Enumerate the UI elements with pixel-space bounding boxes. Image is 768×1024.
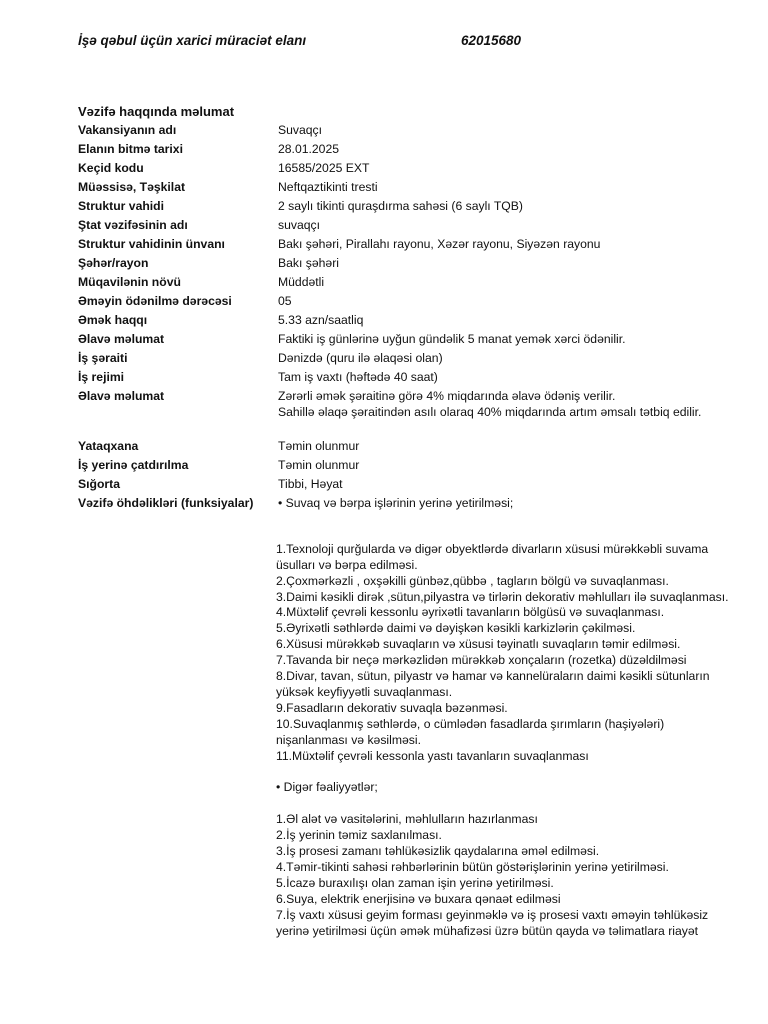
duty-item: 2.Çoxmərkəzli , oxşəkilli günbəz,qübbə , tagların bölgü və suvaqlanması. xyxy=(276,573,669,588)
field-value: Faktiki iş günlərinə uyğun gündəlik 5 manat yemək xərci ödənilir. xyxy=(278,331,626,346)
field-label: Vəzifə öhdəlikləri (funksiyalar) xyxy=(78,496,254,511)
spacer xyxy=(276,764,738,780)
duty-item: 10.Suvaqlanmış səthlərdə, o cümlədən fasadlarda şırımların (haşiyələri) nişanlanması və kəsilməsi. xyxy=(276,716,665,747)
field-value: Dənizdə (quru ilə əlaqəsi olan) xyxy=(278,350,443,365)
field-label: Struktur vahidi xyxy=(78,198,165,213)
field-label: Keçid kodu xyxy=(78,160,144,175)
field-value: 5.33 azn/saatliq xyxy=(278,312,364,327)
spacer xyxy=(276,796,738,812)
field-value: Zərərli əmək şəraitinə görə 4% miqdarında əlavə ödəniş verilir. Sahillə əlaqə şəraitindən asılı olaraq 40% miqdarında artım əmsalı tətbiq edilir. xyxy=(278,388,702,420)
field-value: Təmin olunmur xyxy=(278,439,360,454)
field-label: İş şəraiti xyxy=(78,350,128,365)
duty-item: 1.Texnoloji qurğularda və digər obyektlərdə divarların xüsusi mürəkkəbli suvama üsulları və bərpa edilməsi. xyxy=(276,541,709,572)
field-row xyxy=(78,160,738,176)
duty-item: 3.İş prosesi zamanı təhlükəsizlik qaydalarına əməl edilməsi. xyxy=(276,843,600,858)
duty-item: 5.İcazə buraxılışı olan zaman işin yerinə yetirilməsi. xyxy=(276,875,554,890)
field-row xyxy=(78,179,738,195)
field-value: Bakı şəhəri, Pirallahı rayonu, Xəzər rayonu, Siyəzən rayonu xyxy=(278,236,601,251)
field-label: Əlavə məlumat xyxy=(78,388,165,403)
spacer xyxy=(276,510,738,526)
field-value: 2 saylı tikinti quraşdırma sahəsi (6 saylı TQB) xyxy=(278,198,523,213)
field-value: Müddətli xyxy=(278,274,325,289)
field-row xyxy=(78,331,738,347)
field-label: Əlavə məlumat xyxy=(78,331,165,346)
duty-item: 6.Xüsusi mürəkkəb suvaqların və xüsusi təyinatlı suvaqların təmir edilməsi. xyxy=(276,637,681,652)
field-value: Bakı şəhəri xyxy=(278,255,339,270)
duty-item: 11.Müxtəlif çevrəli kessonla yastı tavanların suvaqlanması xyxy=(276,748,589,763)
field-value: 28.01.2025 xyxy=(278,141,339,156)
field-label: Şəhər/rayon xyxy=(78,255,149,270)
field-value: • Suvaq və bərpa işlərinin yerinə yetirilməsi; xyxy=(278,496,514,511)
document-title: İşə qəbul üçün xarici müraciət elanı xyxy=(78,33,307,48)
duty-item: 7.Tavanda bir neçə mərkəzlidən mürəkkəb xonçaların (rozetka) düzəldilməsi xyxy=(276,653,687,668)
other-activities-heading: • Digər fəaliyyətlər; xyxy=(276,780,378,795)
field-value: Neftqaztikinti tresti xyxy=(278,179,378,194)
field-row xyxy=(78,122,738,138)
field-value: suvaqçı xyxy=(278,217,321,232)
duty-item: 9.Fasadların dekorativ suvaqla bəzənməsi. xyxy=(276,700,508,715)
duty-item: 4.Təmir-tikinti sahəsi rəhbərlərinin bütün göstərişlərinin yerinə yetirilməsi. xyxy=(276,859,669,874)
duties-list xyxy=(276,510,738,939)
field-row xyxy=(78,293,738,309)
duty-item: 2.İş yerinin təmiz saxlanılması. xyxy=(276,828,442,843)
field-value: Tibbi, Həyat xyxy=(278,477,343,492)
duty-item: 6.Suya, elektrik enerjisinə və buxara qənaət edilməsi xyxy=(276,891,561,906)
duty-item: 1.Əl alət və vasitələrini, məhlulların hazırlanması xyxy=(276,812,538,827)
field-label: Sığorta xyxy=(78,477,120,492)
field-label: Vakansiyanın adı xyxy=(78,123,177,137)
duty-item: 7.İş vaxtı xüsusi geyim forması geyinməklə və iş prosesi vaxtı əməyin təhlükəsiz yerinə yetirilməsi üçün əmək mühafizəsi üzrə bütün qayda və təlimatlara riayət xyxy=(276,907,709,938)
field-row xyxy=(78,141,738,157)
field-value: Təmin olunmur xyxy=(278,458,360,473)
field-row xyxy=(78,476,738,492)
duty-item: 4.Müxtəlif çevrəli kessonlu əyrixətli tavanların bölgüsü və suvaqlanması. xyxy=(276,605,665,620)
field-row xyxy=(78,217,738,233)
field-label: Müqavilənin növü xyxy=(78,274,181,289)
field-value: 16585/2025 EXT xyxy=(278,160,370,175)
job-info-table xyxy=(78,122,738,514)
field-row xyxy=(78,198,738,214)
field-row xyxy=(78,438,738,454)
field-row xyxy=(78,388,738,421)
field-row xyxy=(78,457,738,473)
field-label: Elanın bitmə tarixi xyxy=(78,141,183,156)
field-row xyxy=(78,274,738,290)
document-code: 62015680 xyxy=(461,33,522,48)
field-row xyxy=(78,255,738,271)
field-value: Tam iş vaxtı (həftədə 40 saat) xyxy=(278,369,438,384)
field-label: İş yerinə çatdırılma xyxy=(78,458,189,473)
field-value: 05 xyxy=(278,293,292,308)
duty-item: 8.Divar, tavan, sütun, pilyastr və hamar və kannelüraların daimi kəsikli sütunların yüksək keyfiyyətli suvaqlanması. xyxy=(276,669,710,699)
field-label: İş rejimi xyxy=(78,369,125,384)
duty-item: 3.Daimi kəsikli dirək ,sütun,pilyastra və tirlərin dekorativ məhlulları ilə suvaqlanması. xyxy=(276,589,729,604)
field-label: Müəssisə, Təşkilat xyxy=(78,179,186,194)
field-label: Əməyin ödənilmə dərəcəsi xyxy=(78,293,232,308)
duty-item: 5.Əyrixətli səthlərdə daimi və dəyişkən kəsikli karkizlərin çəkilməsi. xyxy=(276,621,636,636)
field-label: Yataqxana xyxy=(78,439,139,454)
field-label: Struktur vahidinin ünvanı xyxy=(78,236,225,251)
section-heading: Vəzifə haqqında məlumat xyxy=(78,104,235,119)
field-row xyxy=(78,312,738,328)
field-row xyxy=(78,236,738,252)
spacer xyxy=(276,526,738,542)
field-label: Ştat vəzifəsinin adı xyxy=(78,217,188,232)
field-value: Suvaqçı xyxy=(278,123,323,137)
field-row xyxy=(78,369,738,385)
field-row xyxy=(78,350,738,366)
field-label: Əmək haqqı xyxy=(78,312,148,327)
